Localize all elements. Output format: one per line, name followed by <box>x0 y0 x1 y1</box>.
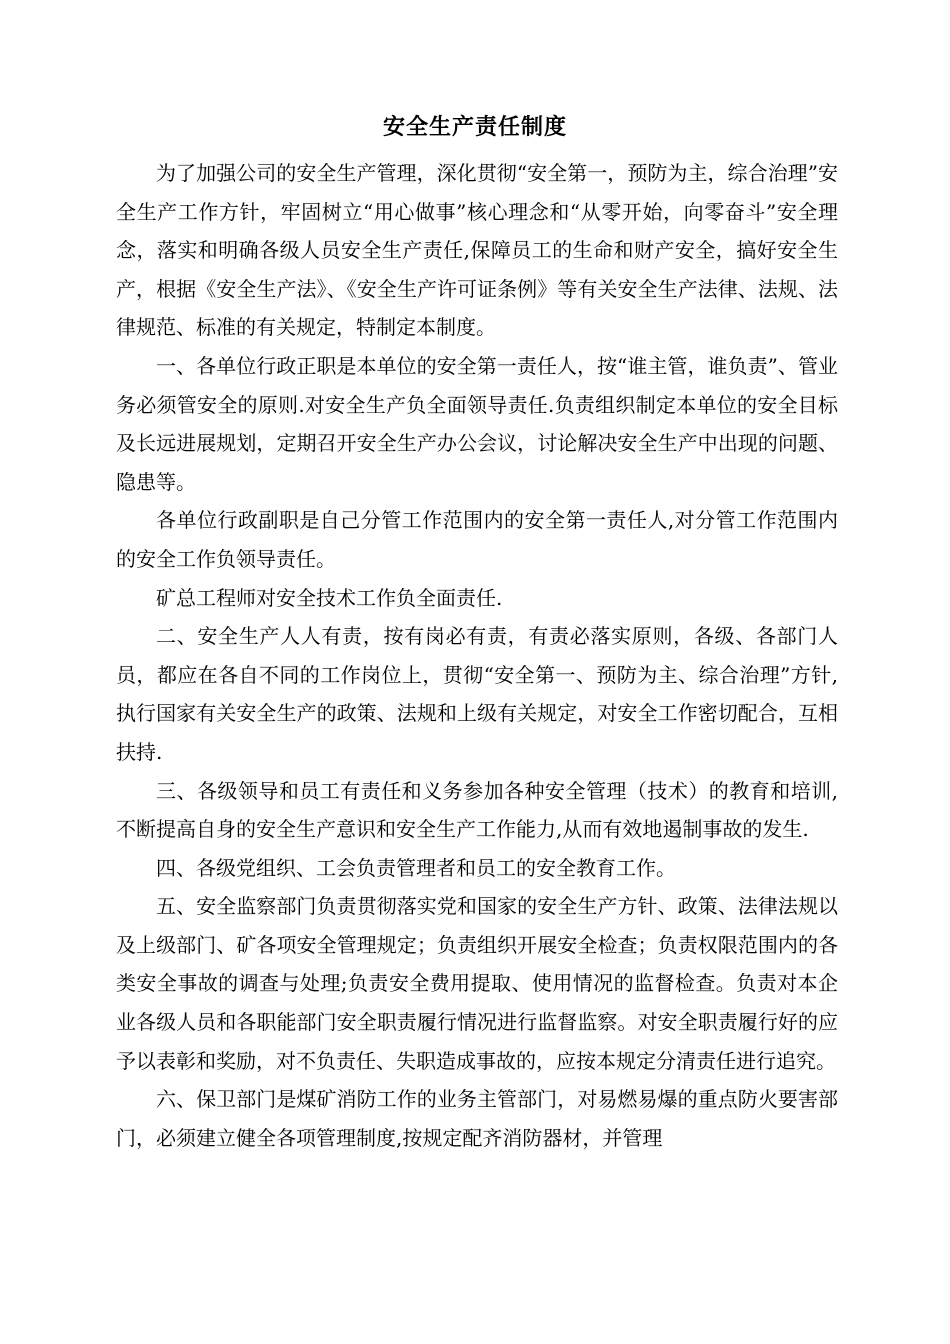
paragraph-section-4: 四、各级党组织、工会负责管理者和员工的安全教育工作。 <box>156 855 676 880</box>
paragraph-chief-engineer: 矿总工程师对安全技术工作负全面责任. <box>156 585 503 610</box>
paragraph-section-1: 一、各单位行政正职是本单位的安全第一责任人，按“谁主管，谁负责”、管业务必须管安全的原则.对安全生产负全面领导责任.负责组织制定本单位的安全目标及长远进展规划，定期召开安全生产办公会议，讨论解决安全生产中出现的问题、隐患等。 <box>116 353 838 494</box>
paragraph-deputy: 各单位行政副职是自己分管工作范围内的安全第一责任人,对分管工作范围内的安全工作负领导责任。 <box>116 508 838 571</box>
paragraph-section-6: 六、保卫部门是煤矿消防工作的业务主管部门，对易燃易爆的重点防火要害部门，必须建立健全各项管理制度,按规定配齐消防器材，并管理 <box>116 1087 838 1150</box>
paragraph-section-2: 二、安全生产人人有责，按有岗必有责，有责必落实原则，各级、各部门人员，都应在各自不同的工作岗位上，贯彻“安全第一、预防为主、综合治理”方针,执行国家有关安全生产的政策、法规和上级有关规定，对安全工作密切配合，互相扶持. <box>116 624 838 764</box>
paragraph-section-3: 三、各级领导和员工有责任和义务参加各种安全管理（技术）的教育和培训,不断提高自身的安全生产意识和安全生产工作能力,从而有效地遏制事故的发生. <box>116 778 838 842</box>
document-body <box>116 154 838 1157</box>
document-title: 安全生产责任制度 <box>382 114 567 140</box>
paragraph-intro: 为了加强公司的安全生产管理，深化贯彻“安全第一，预防为主，综合治理”安全生产工作方针，牢固树立“用心做事”核心理念和“从零开始，向零奋斗”安全理念，落实和明确各级人员安全生产责任,保障员工的生命和财产安全，搞好安全生产，根据《安全生产法》、《安全生产许可证条例》等有关安全生产法律、法规、法律规范、标准的有关规定，特制定本制度。 <box>116 161 838 340</box>
paragraph-section-5: 五、安全监察部门负责贯彻落实党和国家的安全生产方针、政策、法律法规以及上级部门、矿各项安全管理规定；负责组织开展安全检查；负责权限范围内的各类安全事故的调查与处理;负责安全费用提取、使用情况的监督检查。负责对本企业各级人员和各职能部门安全职责履行情况进行监督监察。对安全职责履行好的应予以表彰和奖励，对不负责任、失职造成事故的，应按本规定分清责任进行追究。 <box>116 894 838 1073</box>
